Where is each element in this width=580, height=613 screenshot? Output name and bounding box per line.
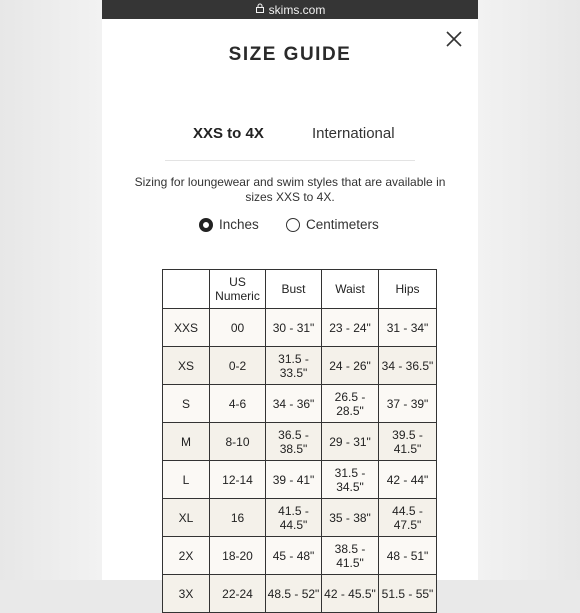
header-us-numeric: US Numeric	[210, 270, 266, 309]
table-row	[163, 309, 437, 347]
cell-hips: 34 - 36.5"	[379, 347, 437, 385]
size-guide-modal	[102, 19, 478, 601]
cell-us-numeric: 8-10	[210, 423, 266, 461]
cell-waist: 24 - 26"	[322, 347, 379, 385]
cell-bust: 31.5 - 33.5"	[266, 347, 322, 385]
unit-selector	[102, 217, 478, 237]
table-row	[163, 347, 437, 385]
table-row	[163, 423, 437, 461]
cell-hips: 51.5 - 55"	[379, 575, 437, 613]
cell-bust: 36.5 - 38.5"	[266, 423, 322, 461]
size-range-tabs	[102, 125, 478, 145]
cell-us-numeric: 00	[210, 309, 266, 347]
cell-hips: 44.5 - 47.5"	[379, 499, 437, 537]
cell-size: XS	[163, 347, 210, 385]
cell-hips: 37 - 39"	[379, 385, 437, 423]
cell-waist: 35 - 38"	[322, 499, 379, 537]
close-icon	[444, 29, 464, 49]
cell-waist: 38.5 - 41.5"	[322, 537, 379, 575]
cell-bust: 34 - 36"	[266, 385, 322, 423]
header-hips: Hips	[379, 270, 437, 309]
cell-size: S	[163, 385, 210, 423]
tab-xxs-to-4x[interactable]: XXS to 4X	[193, 125, 264, 142]
radio-centimeters[interactable]	[286, 218, 300, 232]
cell-us-numeric: 12-14	[210, 461, 266, 499]
unit-option-centimeters[interactable]	[286, 217, 379, 232]
cell-us-numeric: 22-24	[210, 575, 266, 613]
header-size	[163, 270, 210, 309]
cell-size: 3X	[163, 575, 210, 613]
cell-waist: 29 - 31"	[322, 423, 379, 461]
cell-waist: 31.5 - 34.5"	[322, 461, 379, 499]
tabs-divider	[165, 160, 415, 161]
background-right	[478, 0, 580, 580]
unit-label-centimeters: Centimeters	[306, 217, 379, 232]
background-left	[0, 0, 102, 580]
tab-international[interactable]: International	[312, 125, 395, 142]
cell-us-numeric: 16	[210, 499, 266, 537]
cell-size: M	[163, 423, 210, 461]
cell-hips: 48 - 51"	[379, 537, 437, 575]
unit-option-inches[interactable]	[199, 217, 259, 232]
cell-size: XL	[163, 499, 210, 537]
modal-title: SIZE GUIDE	[228, 44, 352, 65]
lock-icon	[255, 3, 265, 16]
cell-size: XXS	[163, 309, 210, 347]
cell-hips: 31 - 34"	[379, 309, 437, 347]
cell-waist: 26.5 - 28.5"	[322, 385, 379, 423]
cell-bust: 41.5 - 44.5"	[266, 499, 322, 537]
cell-us-numeric: 0-2	[210, 347, 266, 385]
browser-url-bar[interactable]	[102, 0, 478, 19]
cell-waist: 23 - 24"	[322, 309, 379, 347]
cell-size: L	[163, 461, 210, 499]
cell-bust: 48.5 - 52"	[266, 575, 322, 613]
sizing-description: Sizing for loungewear and swim styles that are available in sizes XXS to 4X.	[134, 175, 446, 204]
cell-us-numeric: 4-6	[210, 385, 266, 423]
cell-bust: 30 - 31"	[266, 309, 322, 347]
cell-hips: 39.5 - 41.5"	[379, 423, 437, 461]
cell-bust: 45 - 48"	[266, 537, 322, 575]
table-row	[163, 537, 437, 575]
browser-url: skims.com	[268, 2, 326, 17]
cell-hips: 42 - 44"	[379, 461, 437, 499]
size-table-body	[163, 309, 437, 613]
unit-label-inches: Inches	[219, 217, 259, 232]
header-waist: Waist	[322, 270, 379, 309]
close-button[interactable]	[444, 29, 464, 49]
cell-us-numeric: 18-20	[210, 537, 266, 575]
table-row	[163, 575, 437, 613]
size-table-wrapper	[162, 269, 437, 613]
radio-inches[interactable]	[199, 218, 213, 232]
cell-bust: 39 - 41"	[266, 461, 322, 499]
header-bust: Bust	[266, 270, 322, 309]
cell-waist: 42 - 45.5"	[322, 575, 379, 613]
table-row	[163, 499, 437, 537]
table-row	[163, 461, 437, 499]
size-table	[162, 269, 437, 613]
cell-size: 2X	[163, 537, 210, 575]
table-row	[163, 385, 437, 423]
table-header-row	[163, 270, 437, 309]
